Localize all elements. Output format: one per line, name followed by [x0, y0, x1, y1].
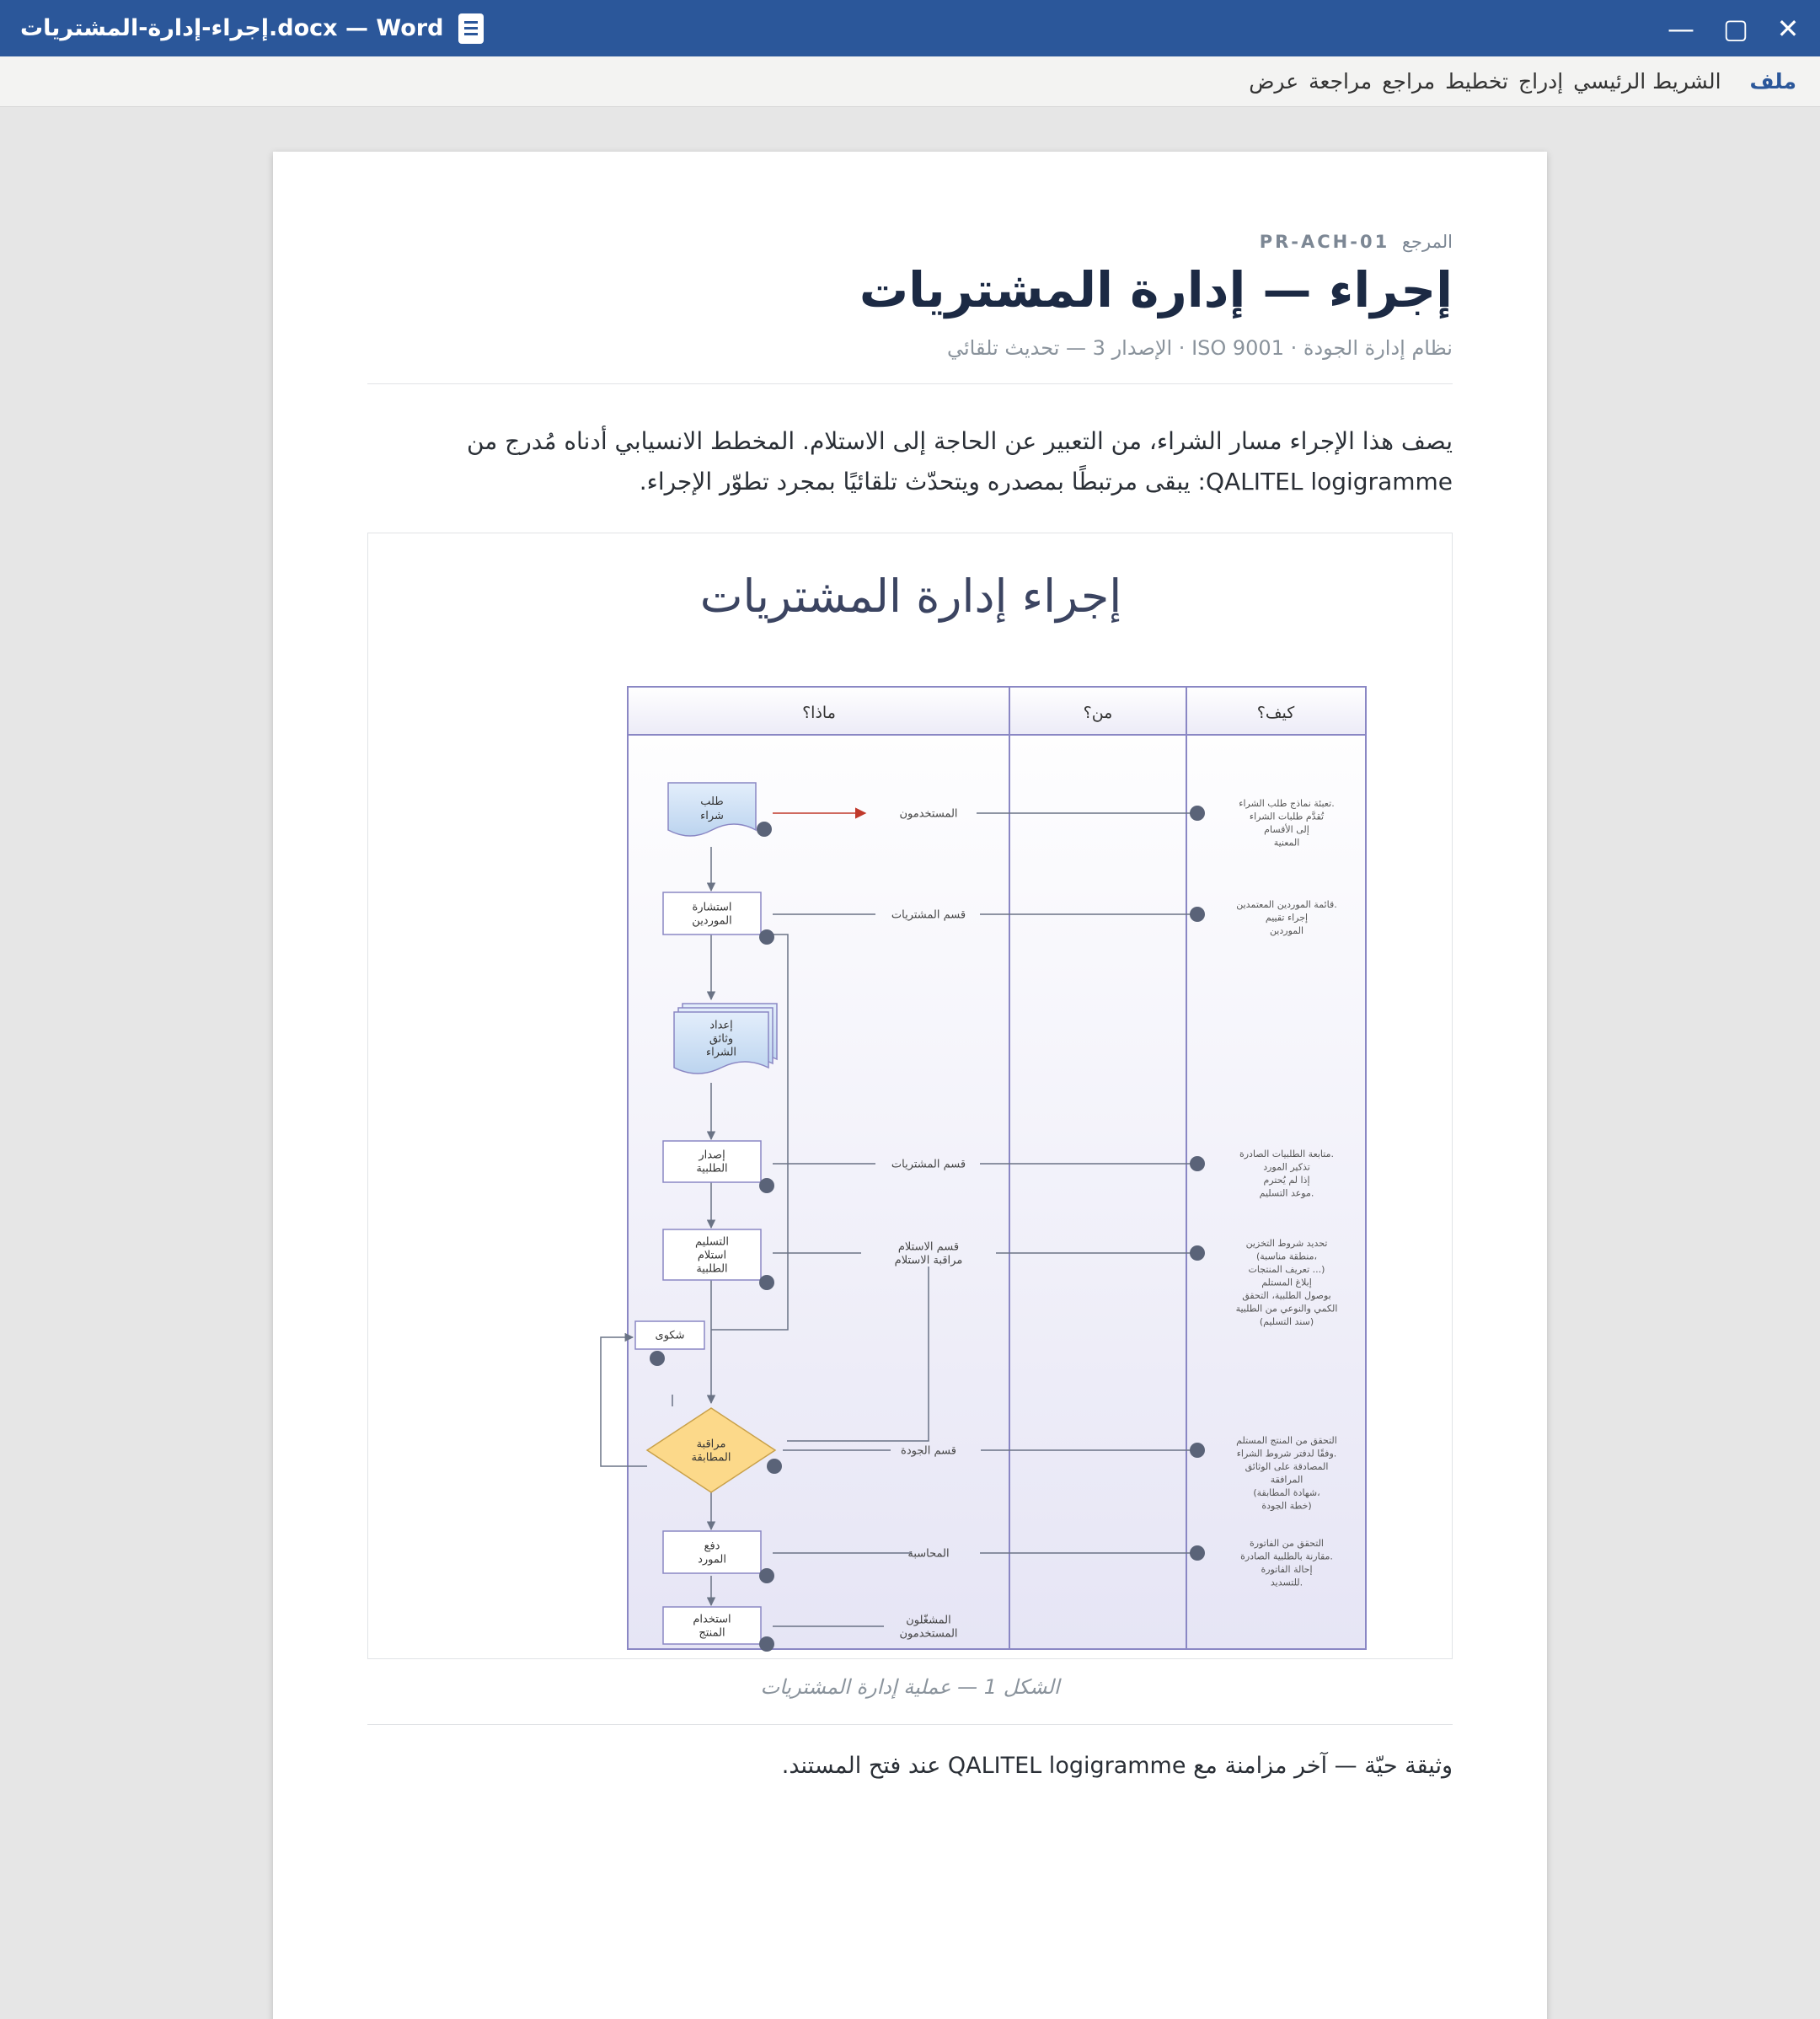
who-label: المحاسبة — [907, 1547, 950, 1561]
tab-review[interactable]: مراجعة — [1309, 69, 1373, 94]
node-connector-dot — [759, 1275, 774, 1290]
process-label: شكوى — [655, 1329, 685, 1342]
tab-file[interactable]: ملف — [1749, 69, 1796, 94]
node-connector-dot — [650, 1351, 665, 1366]
how-label: مقارنة بالطلبية الصادرة. — [1240, 1550, 1333, 1562]
how-label: المعنية — [1273, 837, 1300, 849]
ribbon-tabs — [0, 56, 1820, 107]
title-bar — [0, 0, 1820, 56]
how-label: بوصول الطلبية، التحقق — [1242, 1289, 1331, 1301]
header-who: من؟ — [1083, 704, 1113, 722]
who-label: قسم الجودة — [901, 1444, 956, 1458]
process-label: استخدام — [693, 1613, 731, 1626]
process-label: الطلبية — [696, 1262, 728, 1276]
document-page[interactable] — [273, 152, 1547, 2019]
tab-references[interactable]: مراجع — [1382, 69, 1436, 94]
node-connector-dot — [759, 1178, 774, 1193]
word-document-icon — [458, 13, 484, 44]
who-label: المشغّلون — [906, 1614, 951, 1627]
who-label: المستخدمون — [899, 1627, 958, 1641]
document-subtitle: نظام إدارة الجودة · ISO 9001 · الإصدار 3 — تحديث تلقائي — [947, 336, 1453, 360]
how-label: تُقدَّم طلبات الشراء — [1249, 811, 1325, 822]
process-label: دفع — [704, 1540, 720, 1553]
how-label: تعريف المنتجات ...) — [1248, 1263, 1325, 1275]
minimize-button[interactable]: — — [1667, 12, 1694, 45]
node-connector-dot — [759, 1636, 774, 1652]
how-label: (شهادة المطابقة، — [1253, 1486, 1320, 1498]
how-label: إبلاغ المستلم — [1261, 1277, 1312, 1288]
how-label: تعبئة نماذج طلب الشراء. — [1239, 797, 1335, 809]
how-label: إجراء تقييم — [1265, 912, 1309, 924]
diagram-title: إجراء إدارة المشتريات — [699, 570, 1122, 623]
decision-label: مراقبة — [696, 1438, 726, 1451]
who-label: قسم المشتريات — [891, 908, 966, 922]
header-what: ماذا؟ — [802, 704, 836, 722]
process-label: استلام — [697, 1249, 727, 1262]
window-title: إجراء-إدارة-المشتريات.docx — Word — [20, 15, 444, 41]
how-label: إذا لم يُحترم — [1263, 1174, 1310, 1186]
tab-layout[interactable]: تخطيط — [1445, 69, 1508, 94]
how-label: (منطقة مناسبة، — [1255, 1250, 1318, 1262]
node-connector-dot — [757, 822, 772, 837]
maximize-button[interactable]: ▢ — [1722, 12, 1749, 45]
process-label: التسليم — [695, 1235, 729, 1249]
process-label: استشارة — [692, 901, 732, 914]
how-label: متابعة الطلبيات الصادرة. — [1239, 1148, 1335, 1159]
process-label: المنتج — [699, 1626, 725, 1640]
how-label: المرافقة — [1270, 1474, 1303, 1486]
document-label: الشراء — [705, 1046, 737, 1059]
document-label: إعداد — [709, 1019, 733, 1032]
how-label: الموردين — [1269, 924, 1304, 936]
how-connector-dot — [1190, 1245, 1205, 1261]
tab-home[interactable]: الشريط الرئيسي — [1573, 69, 1721, 94]
how-label: قائمة الموردين المعتمدين. — [1236, 898, 1337, 910]
document-label: وثائق — [709, 1032, 734, 1046]
who-label: قسم المشتريات — [891, 1158, 966, 1171]
node-connector-dot — [759, 929, 774, 945]
tab-insert[interactable]: إدراج — [1518, 69, 1564, 94]
decision-label: المطابقة — [691, 1451, 731, 1465]
who-label: مراقبة الاستلام — [894, 1254, 963, 1267]
how-connector-dot — [1190, 1156, 1205, 1171]
how-label: (سند التسليم) — [1259, 1315, 1314, 1327]
how-connector-dot — [1190, 1443, 1205, 1458]
node-connector-dot — [759, 1568, 774, 1583]
process-label: الموردين — [692, 914, 732, 928]
document-label: شراء — [700, 810, 724, 823]
tab-view[interactable]: عرض — [1249, 69, 1299, 94]
swimlane-header — [628, 687, 1366, 735]
how-label: موعد التسليم. — [1259, 1187, 1314, 1199]
how-connector-dot — [1190, 1545, 1205, 1561]
how-label: وفقًا لدفتر شروط الشراء. — [1236, 1448, 1337, 1459]
reference-label: المرجع — [1401, 232, 1453, 252]
how-label: المصادقة على الوثائق — [1245, 1460, 1329, 1472]
process-label: إصدار — [699, 1149, 725, 1162]
node-connector-dot — [767, 1459, 782, 1474]
how-connector-dot — [1190, 806, 1205, 821]
divider — [367, 1724, 1453, 1725]
how-label: إحالة الفاتورة — [1261, 1563, 1313, 1575]
intro-paragraph: يصف هذا الإجراء مسار الشراء، من التعبير عن الحاجة إلى الاستلام. المخطط الانسيابي أدناه مُدرج من QALITEL logigramme: يبقى مرتبطًا بمصدره ويتحدّث تلقائيًا بمجرد تطوّر الإجراء. — [466, 427, 1453, 495]
how-connector-dot — [1190, 907, 1205, 922]
how-label: الكمي والنوعي من الطلبية — [1235, 1303, 1338, 1315]
process-label: المورد — [698, 1553, 726, 1566]
header-how: كيف؟ — [1256, 704, 1295, 722]
close-button[interactable]: ✕ — [1776, 12, 1800, 45]
who-label: قسم الاستلام — [897, 1240, 960, 1254]
how-label: التحقق من الفاتورة — [1250, 1537, 1324, 1549]
how-label: إلى الأقسام — [1264, 823, 1309, 835]
flowchart-svg — [368, 533, 1453, 1660]
reference-code: PR-ACH-01 — [1259, 232, 1390, 252]
document-label: طلب — [700, 795, 724, 809]
how-label: تذكير المورد — [1263, 1161, 1310, 1173]
divider — [367, 383, 1453, 384]
footer-note: وثيقة حيّة — آخر مزامنة مع QALITEL logigramme عند فتح المستند. — [781, 1753, 1453, 1779]
process-label: الطلبية — [696, 1162, 728, 1176]
how-label: للتسديد. — [1270, 1577, 1303, 1588]
how-label: تحديد شروط التخزين — [1245, 1237, 1328, 1249]
how-label: خطة الجودة) — [1261, 1500, 1312, 1512]
document-title: إجراء — إدارة المشتريات — [859, 261, 1453, 319]
embedded-flowchart[interactable] — [367, 533, 1453, 1659]
who-label: المستخدمون — [899, 807, 958, 821]
document-reference — [367, 232, 1453, 252]
figure-caption: الشكل 1 — عملية إدارة المشتريات — [760, 1675, 1060, 1699]
how-label: التحقق من المنتج المستلم — [1236, 1434, 1337, 1446]
